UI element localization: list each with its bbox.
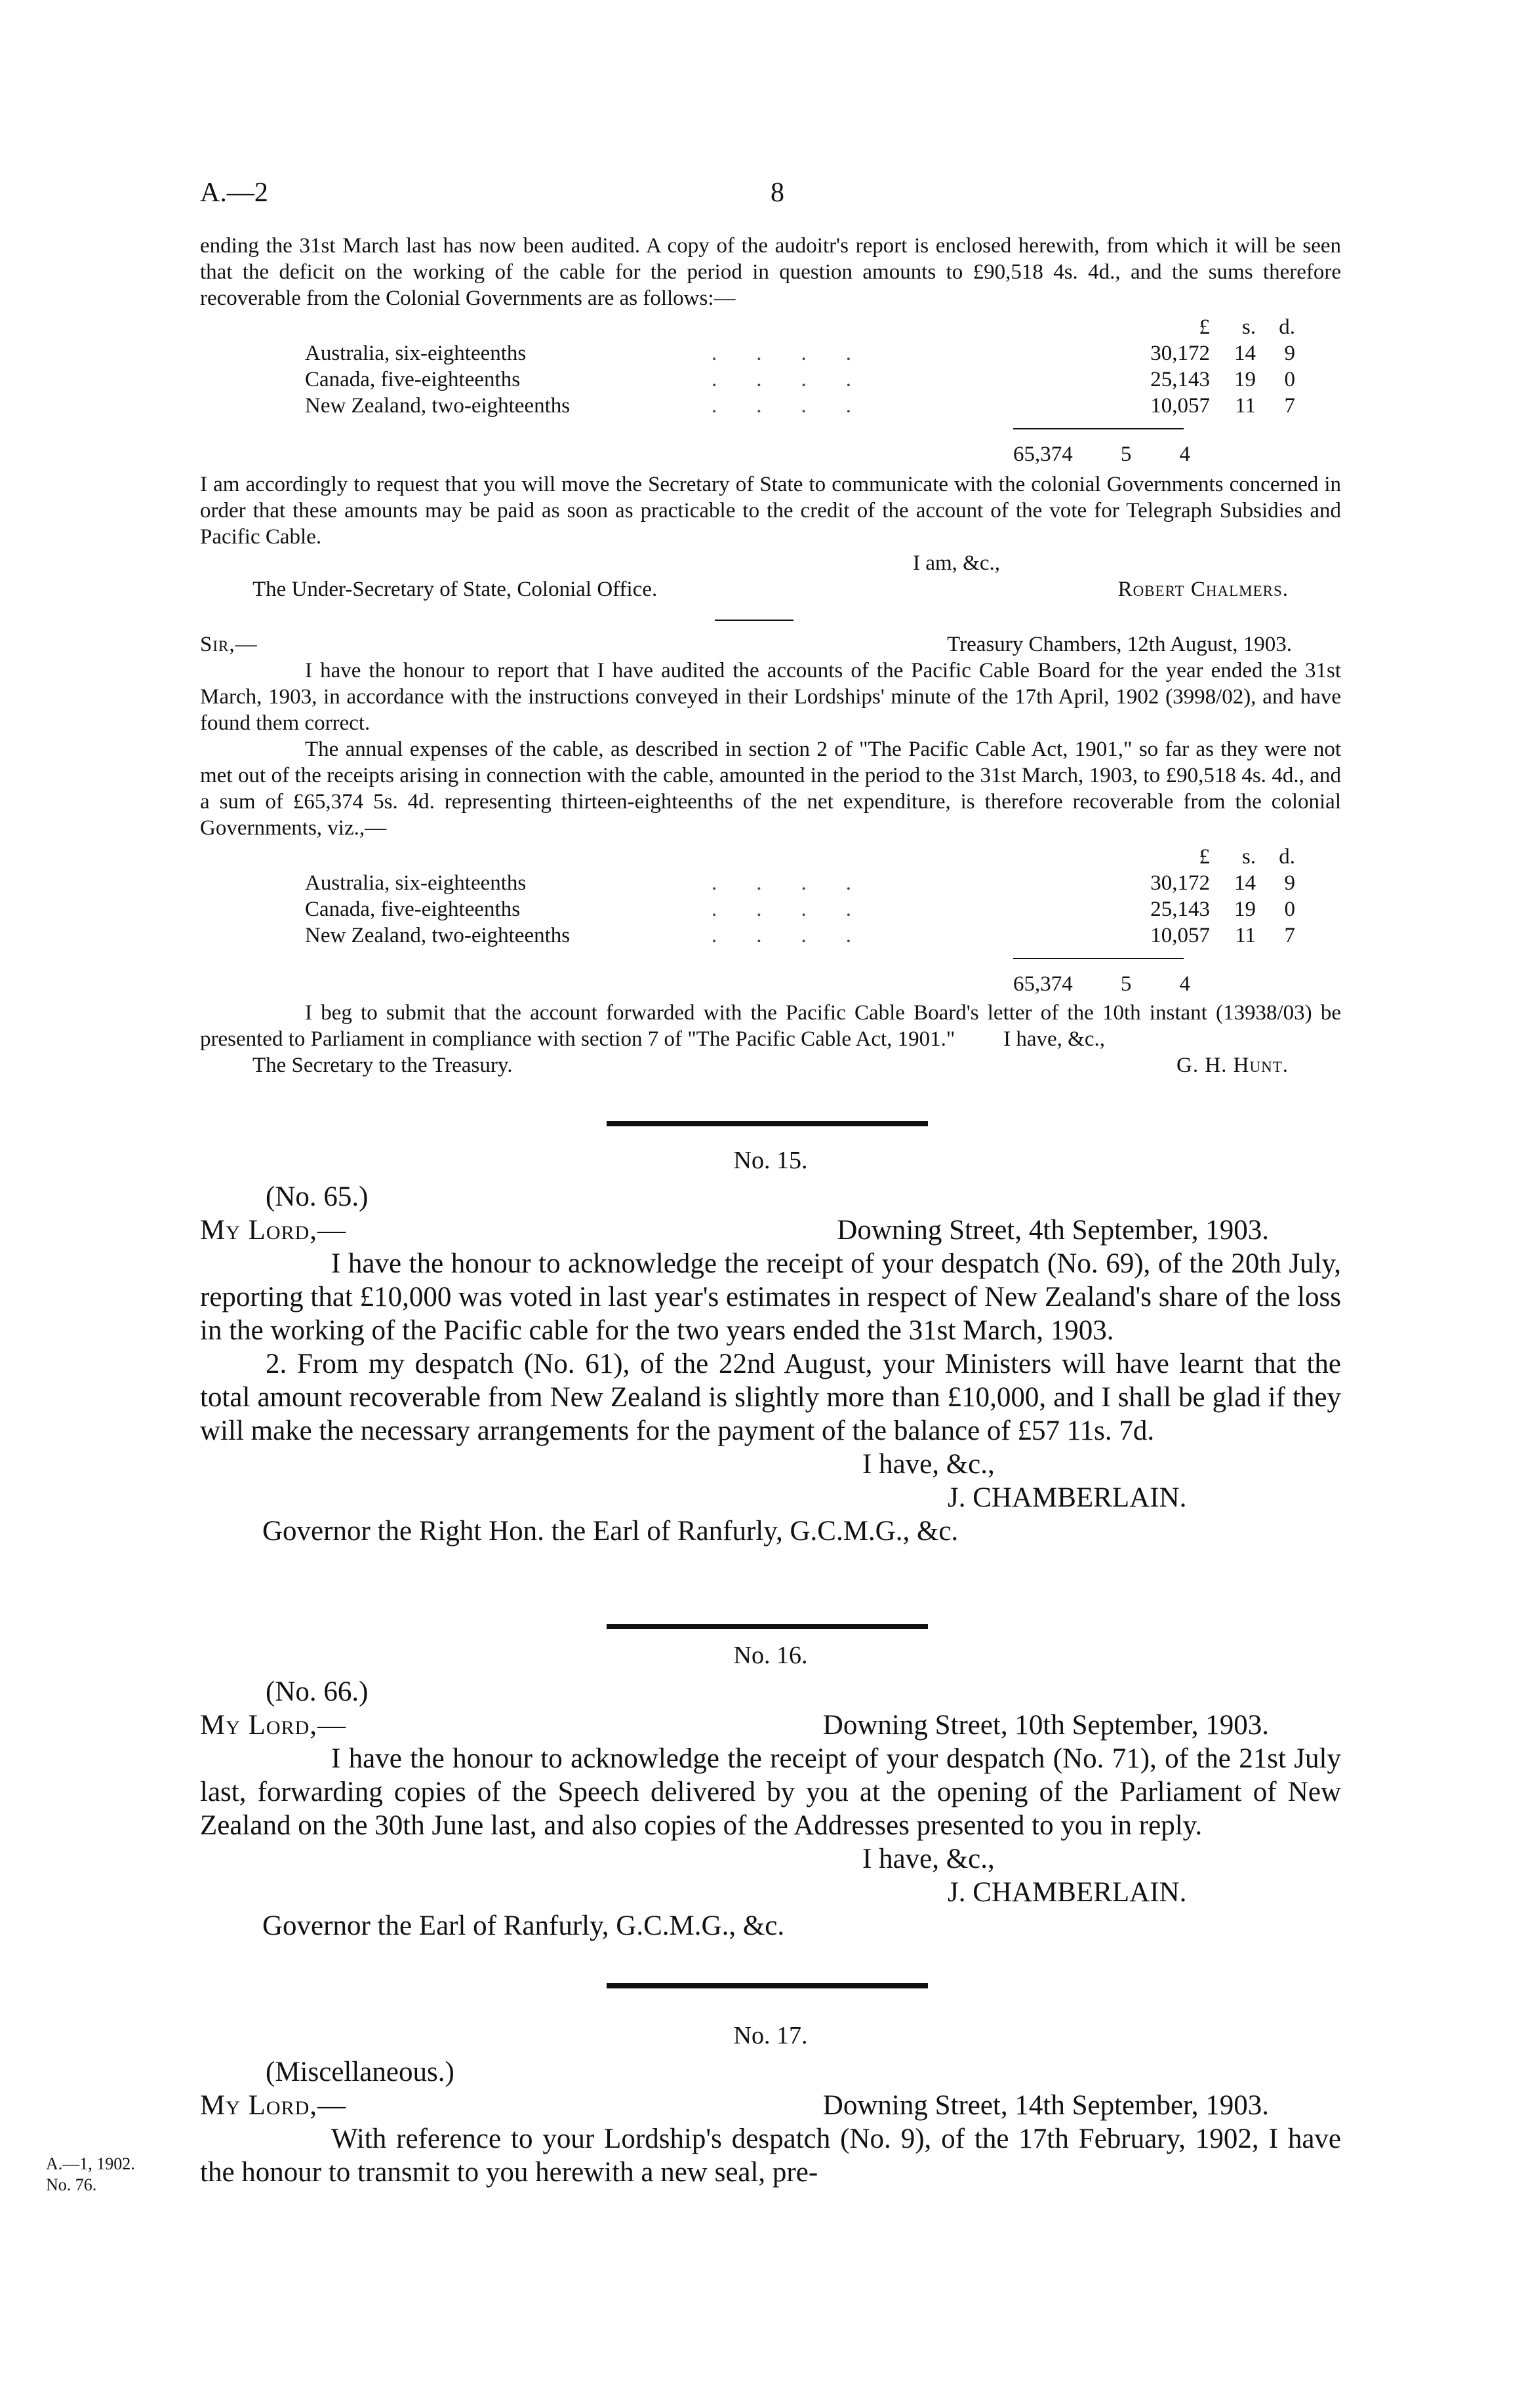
- table-row: Australia, six-eighteenths .... 30,172 14 9: [305, 871, 1295, 895]
- page-number: 8: [771, 178, 784, 208]
- currency-header-row: [305, 314, 1341, 340]
- total-row: [1013, 441, 1190, 467]
- page-header: [200, 177, 1349, 216]
- shillings-cell: 11: [1235, 924, 1256, 947]
- despatch-title: No. 15.: [733, 1147, 808, 1174]
- shillings-cell: 19: [1234, 898, 1256, 921]
- table-row: New Zealand, two-eighteenths .... 10,057 11 7: [305, 924, 1295, 947]
- place-date: Downing Street, 10th September, 1903.: [822, 1710, 1269, 1741]
- pounds-cell: 30,172: [1150, 871, 1210, 895]
- margin-note-line: No. 76.: [46, 2175, 97, 2194]
- paragraph: ending the 31st March last has now been audited. A copy of the audoitr's report is enclosed herewith, from which it will be seen that the deficit on the working of the cable for the period in question amounts to £90,518 4s. 4d., and the sums therefore recoverable from the Colonial Governments are as follows:—: [200, 234, 1341, 310]
- pence-cell: 7: [1284, 924, 1295, 947]
- signature: J. CHAMBERLAIN.: [948, 1482, 1187, 1513]
- paragraph: The annual expenses of the cable, as described in section 2 of "The Pacific Cable Act, 1901," so far as they were not met out of the receipts arising in connection with the cable, amounted in the period to the 31st March, 1903, to £90,518 4s. 4d., and a sum of £65,374 5s. 4d. representing thirteen-eighteenths of the net expenditure, is therefore recoverable from the colonial Governments, viz.,—: [200, 738, 1341, 840]
- pence-cell: 0: [1284, 368, 1295, 391]
- place-date: Downing Street, 4th September, 1903.: [837, 1215, 1269, 1246]
- addressee: The Secretary to the Treasury.: [252, 1054, 513, 1077]
- letter-continuation: [200, 233, 1341, 602]
- paragraph: I am accordingly to request that you will move the Secretary of State to communicate with the colonial Governments concerned in order that these amounts may be paid as soon as practicable to the credit of the account of the vote for Telegraph Subsidies and Pacific Cable.: [200, 473, 1341, 549]
- total-rule: [1013, 958, 1184, 959]
- paper-code: A.—2: [200, 178, 268, 208]
- total-rule: [1013, 428, 1184, 429]
- shillings-header: s.: [1241, 315, 1256, 339]
- paragraph: I have the honour to report that I have audited the accounts of the Pacific Cable Board for the year ended the 31st March, 1903, in accordance with the instructions conveyed in their Lordships' minute of the 17th April, 1902 (3998/02), and have found them correct.: [200, 659, 1341, 735]
- total-shillings: 5: [1120, 972, 1132, 996]
- row-label: New Zealand, two-eighteenths: [305, 394, 571, 418]
- margin-note-line: A.—1, 1902.: [46, 2154, 135, 2173]
- currency-header-row: [305, 844, 1341, 870]
- place-date: Treasury Chambers, 12th August, 1903.: [947, 633, 1292, 656]
- signature: J. CHAMBERLAIN.: [948, 1877, 1187, 1908]
- margin-note: [46, 2154, 135, 2196]
- table-row: Canada, five-eighteenths .... 25,143 19 0: [305, 368, 1295, 391]
- total-shillings: 5: [1120, 443, 1132, 466]
- pounds-header: £: [1199, 845, 1210, 869]
- pence-header: d.: [1279, 845, 1295, 869]
- paragraph: With reference to your Lordship's despatch (No. 9), of the 17th February, 1902, I have the honour to transmit to you herewith a new seal, pre-: [200, 2123, 1341, 2188]
- pence-cell: 0: [1284, 898, 1295, 921]
- row-label: New Zealand, two-eighteenths: [305, 924, 571, 947]
- despatch-reference: (No. 66.): [266, 1676, 369, 1707]
- section-divider: [607, 1983, 928, 1988]
- paragraph: I have the honour to acknowledge the receipt of your despatch (No. 71), of the 21st July last, forwarding copies of the Speech delivered by you at the opening of the Parliament of New Zealand on the 30th June last, and also copies of the Addresses presented to you in reply.: [200, 1743, 1341, 1841]
- closing: I am, &c.,: [913, 551, 1000, 575]
- total-pounds: 65,374: [1013, 443, 1073, 466]
- pounds-cell: 25,143: [1150, 368, 1210, 391]
- total-row: [1013, 971, 1190, 997]
- place-date: Downing Street, 14th September, 1903.: [822, 2090, 1269, 2121]
- despatch-no-16: [200, 1639, 1341, 1943]
- addressee: The Under-Secretary of State, Colonial Office.: [252, 578, 658, 601]
- salutation: My Lord,—: [200, 2090, 347, 2121]
- shillings-header: s.: [1241, 845, 1256, 869]
- signature-line: [200, 576, 1341, 602]
- salutation-line: [200, 631, 1341, 658]
- despatch-title: No. 17.: [733, 2022, 808, 2049]
- despatch-title: No. 16.: [733, 1642, 808, 1669]
- salutation-line: [200, 1214, 1341, 1247]
- total-pounds: 65,374: [1013, 972, 1073, 996]
- pounds-cell: 25,143: [1150, 898, 1210, 921]
- shillings-cell: 11: [1235, 394, 1256, 418]
- row-label: Australia, six-eighteenths: [305, 342, 527, 365]
- table-row: Australia, six-eighteenths .... 30,172 14 9: [305, 342, 1295, 365]
- closing: I have, &c.,: [862, 1844, 995, 1874]
- salutation-line: [200, 1708, 1341, 1742]
- closing: I have, &c.,: [1003, 1027, 1105, 1051]
- salutation: My Lord,—: [200, 1215, 347, 1246]
- paragraph: I beg to submit that the account forwarded with the Pacific Cable Board's letter of the 10th instant (13938/03) be presented to Parliament in compliance with section 7 of "The Pacific Cable Act, 1901.": [200, 1001, 1341, 1051]
- signature-line: [200, 1052, 1341, 1078]
- table-row: Canada, five-eighteenths .... 25,143 19 0: [305, 898, 1295, 921]
- pence-cell: 9: [1284, 342, 1295, 365]
- section-divider: [607, 1121, 928, 1126]
- pounds-cell: 10,057: [1150, 394, 1210, 418]
- signature: Robert Chalmers.: [1117, 578, 1289, 601]
- salutation-line: [200, 2089, 1341, 2122]
- addressee: Governor the Earl of Ranfurly, G.C.M.G., &c.: [262, 1910, 785, 1941]
- salutation: Sir,—: [200, 633, 258, 656]
- closing: I have, &c.,: [862, 1449, 995, 1480]
- recoverable-sums-table: [305, 844, 1341, 949]
- total-pence: 4: [1179, 443, 1190, 466]
- pounds-header: £: [1199, 315, 1210, 339]
- pence-cell: 9: [1284, 871, 1295, 895]
- recoverable-sums-table: [305, 314, 1341, 419]
- shillings-cell: 14: [1234, 871, 1256, 895]
- pence-header: d.: [1279, 315, 1295, 339]
- shillings-cell: 14: [1234, 342, 1256, 365]
- row-label: Canada, five-eighteenths: [305, 368, 521, 391]
- pence-cell: 7: [1284, 394, 1295, 418]
- total-pence: 4: [1179, 972, 1190, 996]
- signature: G. H. Hunt.: [1176, 1054, 1289, 1077]
- section-divider: [607, 1624, 928, 1629]
- shillings-cell: 19: [1234, 368, 1256, 391]
- treasury-letter: [200, 631, 1341, 1078]
- addressee: Governor the Right Hon. the Earl of Ranfurly, G.C.M.G., &c.: [262, 1516, 959, 1547]
- divider: [715, 620, 793, 621]
- paragraph: 2. From my despatch (No. 61), of the 22nd August, your Ministers will have learnt that the total amount recoverable from New Zealand is slightly more than £10,000, and I shall be glad if they will make the necessary arrangements for the payment of the balance of £57 11s. 7d.: [200, 1349, 1341, 1446]
- despatch-no-15: [200, 1144, 1341, 1548]
- paragraph: I have the honour to acknowledge the receipt of your despatch (No. 69), of the 20th July, reporting that £10,000 was voted in last year's estimates in respect of New Zealand's share of the loss in the working of the Pacific cable for the two years ended the 31st March, 1903.: [200, 1248, 1341, 1346]
- table-row: New Zealand, two-eighteenths .... 10,057 11 7: [305, 394, 1295, 418]
- pounds-cell: 10,057: [1150, 924, 1210, 947]
- pounds-cell: 30,172: [1150, 342, 1210, 365]
- row-label: Australia, six-eighteenths: [305, 871, 527, 895]
- despatch-reference: (Miscellaneous.): [266, 2057, 454, 2087]
- row-label: Canada, five-eighteenths: [305, 898, 521, 921]
- despatch-reference: (No. 65.): [266, 1181, 369, 1212]
- despatch-no-17: [200, 2019, 1341, 2189]
- salutation: My Lord,—: [200, 1710, 347, 1741]
